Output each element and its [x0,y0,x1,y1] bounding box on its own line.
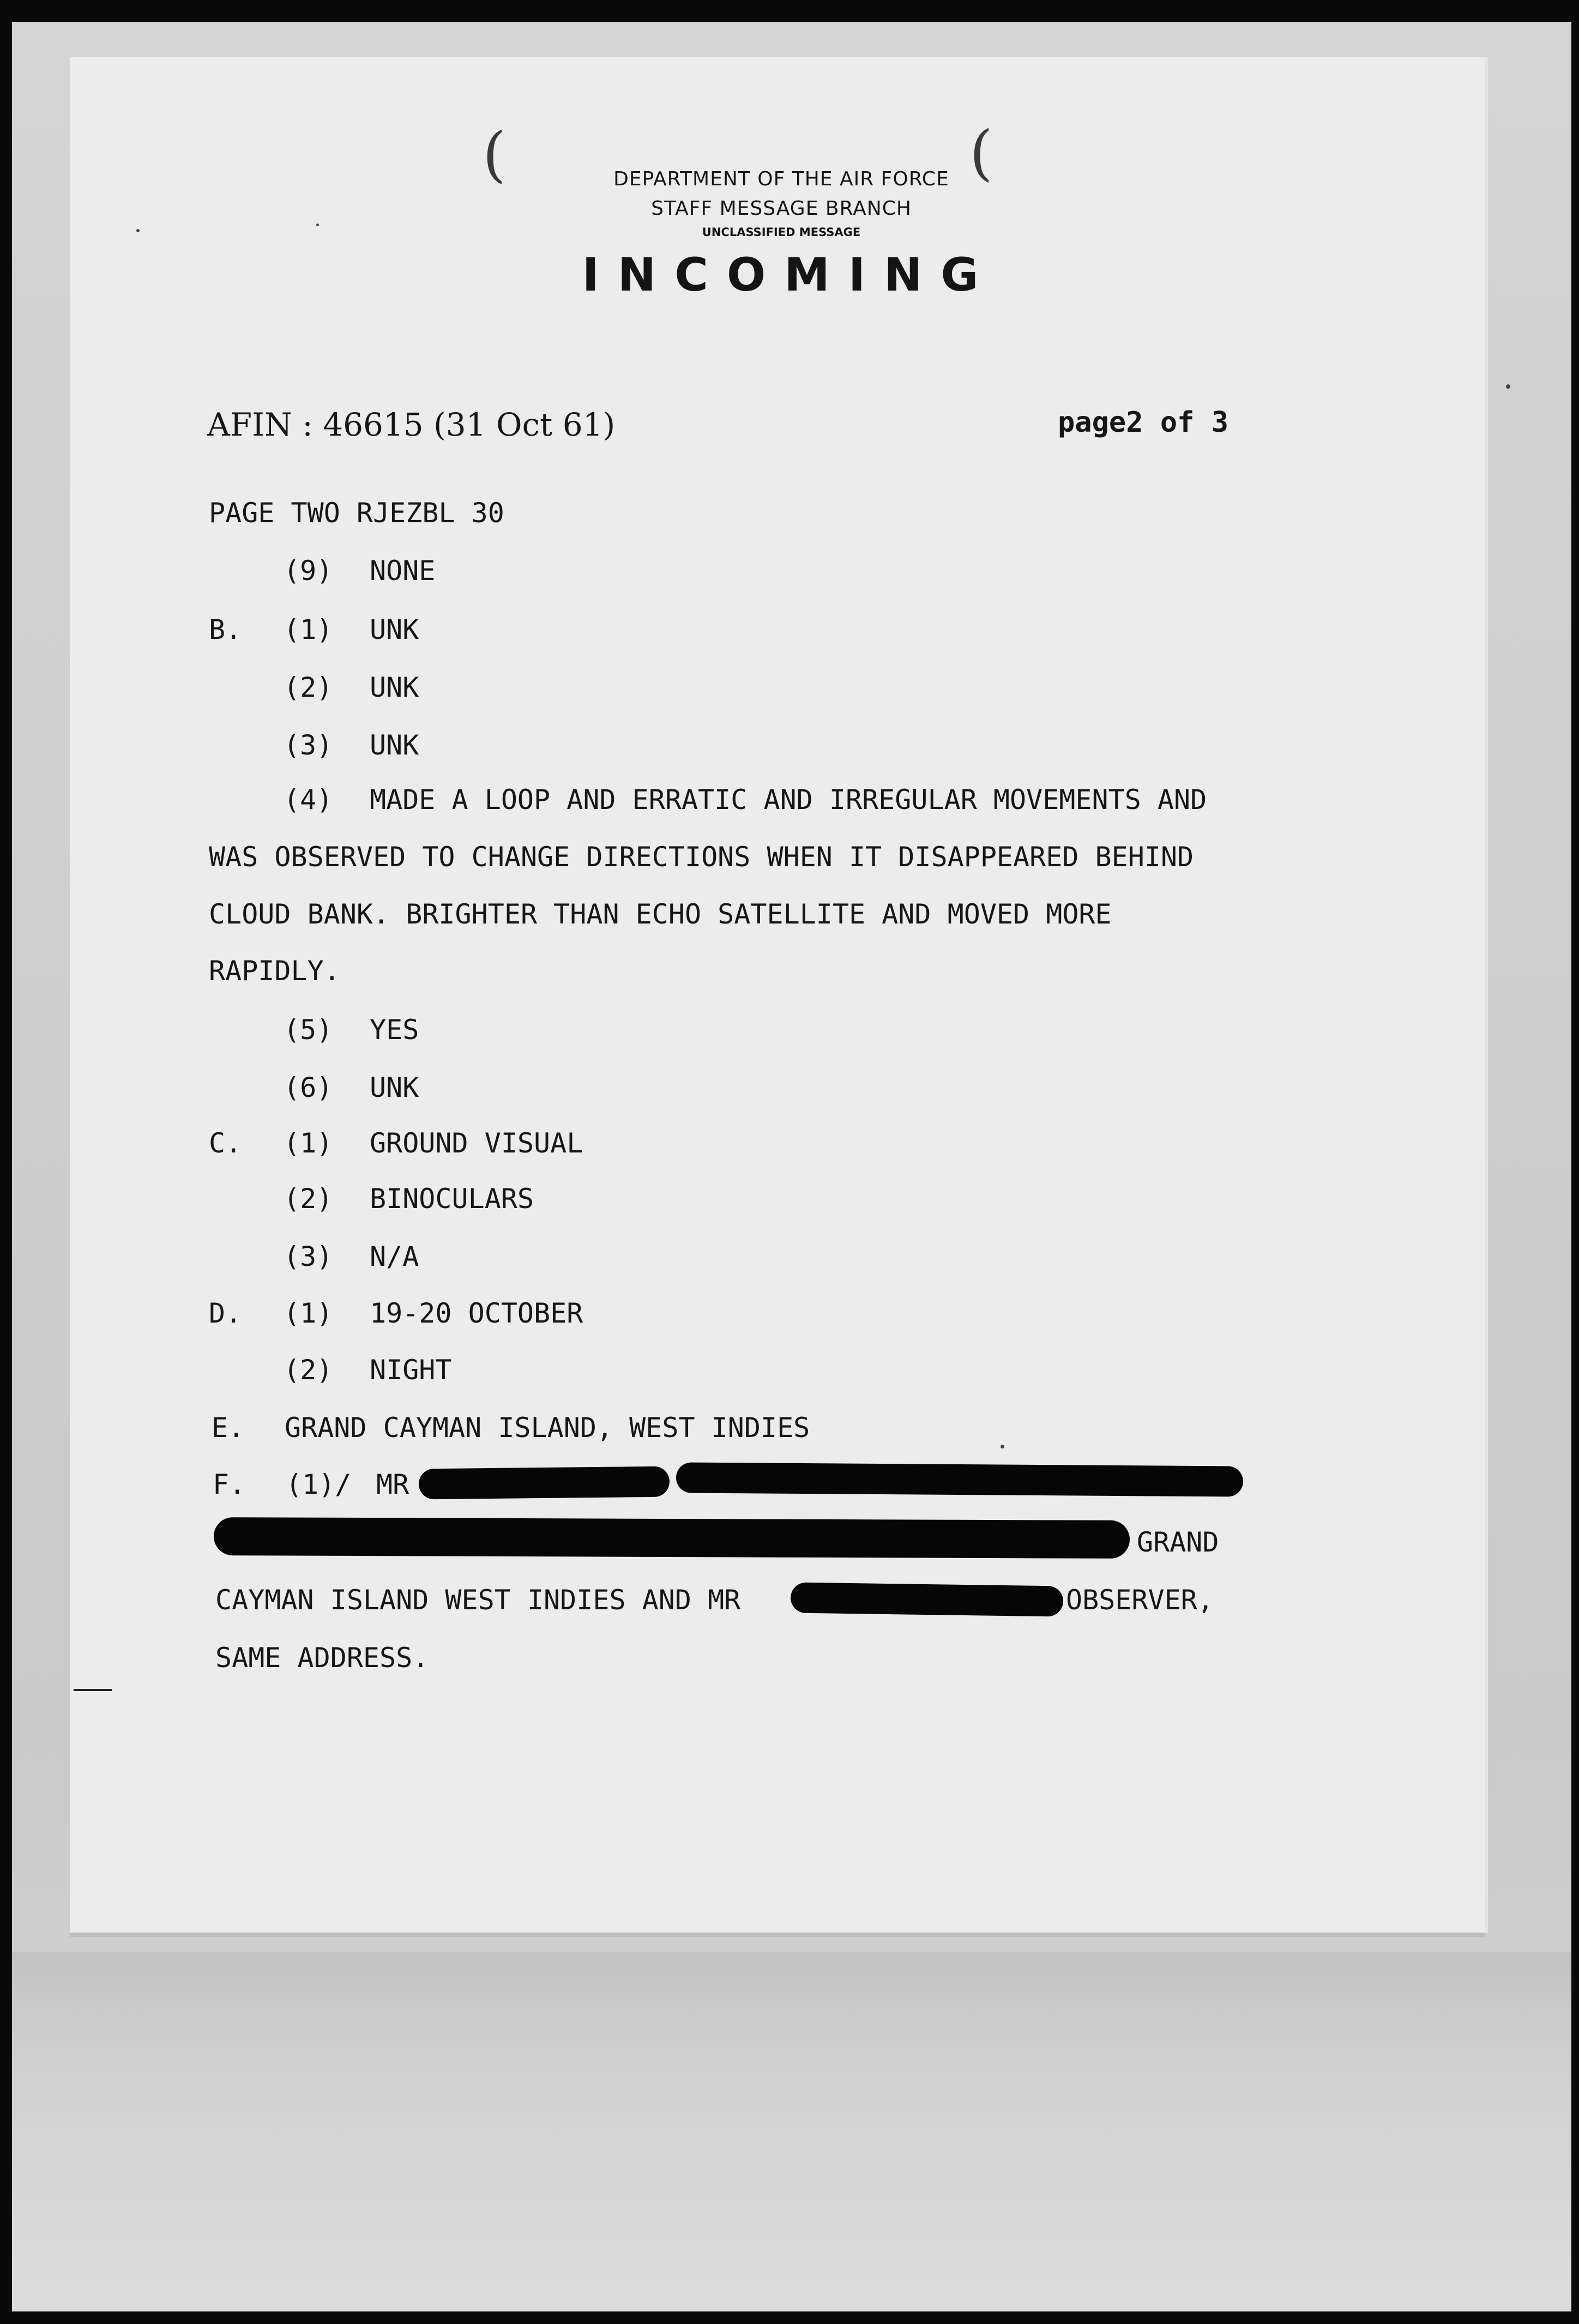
item-b4-line4: RAPIDLY. [209,955,340,987]
section-c-label: C. [209,1127,242,1159]
speck-2 [1506,384,1510,389]
item-b5-number: (5) [284,1014,333,1046]
item-c3-text: N/A [370,1241,419,1272]
item-a9-number: (9) [284,555,333,587]
afin-reference: AFIN : 46615 (31 Oct 61) [207,406,616,443]
item-f-line3-start: CAYMAN ISLAND WEST INDIES AND MR [215,1584,741,1616]
item-c3-number: (3) [284,1241,333,1272]
item-b6-text: UNK [370,1072,419,1103]
item-f-line3-end: OBSERVER, [1066,1584,1214,1616]
page-number: page2 of 3 [1058,406,1229,439]
speck-1 [136,229,140,232]
incoming-title: INCOMING [582,248,997,301]
item-f-line4: SAME ADDRESS. [215,1642,429,1674]
classification-label: UNCLASSIFIED MESSAGE [702,226,861,239]
item-b3-text: UNK [370,729,419,761]
item-b4-text: MADE A LOOP AND ERRATIC AND IRREGULAR MOVEMENTS AND [370,784,1207,816]
branch-header: STAFF MESSAGE BRANCH [651,197,912,220]
item-c2-text: BINOCULARS [370,1183,534,1215]
redaction-bar-3 [791,1583,1064,1617]
binder-hole-right: ( [969,118,993,188]
redaction-bar-2 [214,1517,1130,1559]
item-c2-number: (2) [284,1183,333,1215]
item-d1-text: 19-20 OCTOBER [370,1297,583,1329]
item-c1-number: (1) [284,1127,333,1159]
item-b4-line2: WAS OBSERVED TO CHANGE DIRECTIONS WHEN IT DISAPPEARED BEHIND [209,841,1194,873]
item-d2-number: (2) [284,1354,333,1386]
item-b3-number: (3) [284,729,333,761]
section-f-label: F. [213,1469,246,1500]
item-a9-text: NONE [370,555,436,587]
section-e-label: E. [212,1412,245,1444]
redaction-bar-1b [676,1462,1243,1496]
section-d-label: D. [209,1297,242,1329]
item-d2-text: NIGHT [370,1354,452,1386]
section-b-label: B. [209,614,242,645]
speck-4 [316,224,319,226]
margin-mark [74,1689,112,1691]
department-header: DEPARTMENT OF THE AIR FORCE [613,168,949,190]
item-d1-number: (1) [284,1297,333,1329]
item-b4-number: (4) [284,784,333,816]
item-f-line2-end: GRAND [1137,1526,1219,1558]
speck-3 [1001,1445,1004,1448]
item-b5-text: YES [370,1014,419,1046]
item-b6-number: (6) [284,1072,333,1103]
item-e-text: GRAND CAYMAN ISLAND, WEST INDIES [285,1412,810,1444]
page-line: PAGE TWO RJEZBL 30 [209,497,504,529]
item-b1-text: UNK [370,614,419,645]
item-c1-text: GROUND VISUAL [370,1127,583,1159]
item-b4-line3: CLOUD BANK. BRIGHTER THAN ECHO SATELLITE AND MOVED MORE [209,898,1112,930]
redaction-bar-1a [419,1466,670,1500]
item-b1-number: (1) [284,614,333,645]
item-b2-number: (2) [284,672,333,703]
item-f1-number: (1)/ [286,1469,352,1500]
item-b2-text: UNK [370,672,419,703]
binder-hole-left: ( [483,119,506,189]
item-f1-text: MR [376,1469,409,1500]
scan-lower-margin [12,1952,1571,2311]
